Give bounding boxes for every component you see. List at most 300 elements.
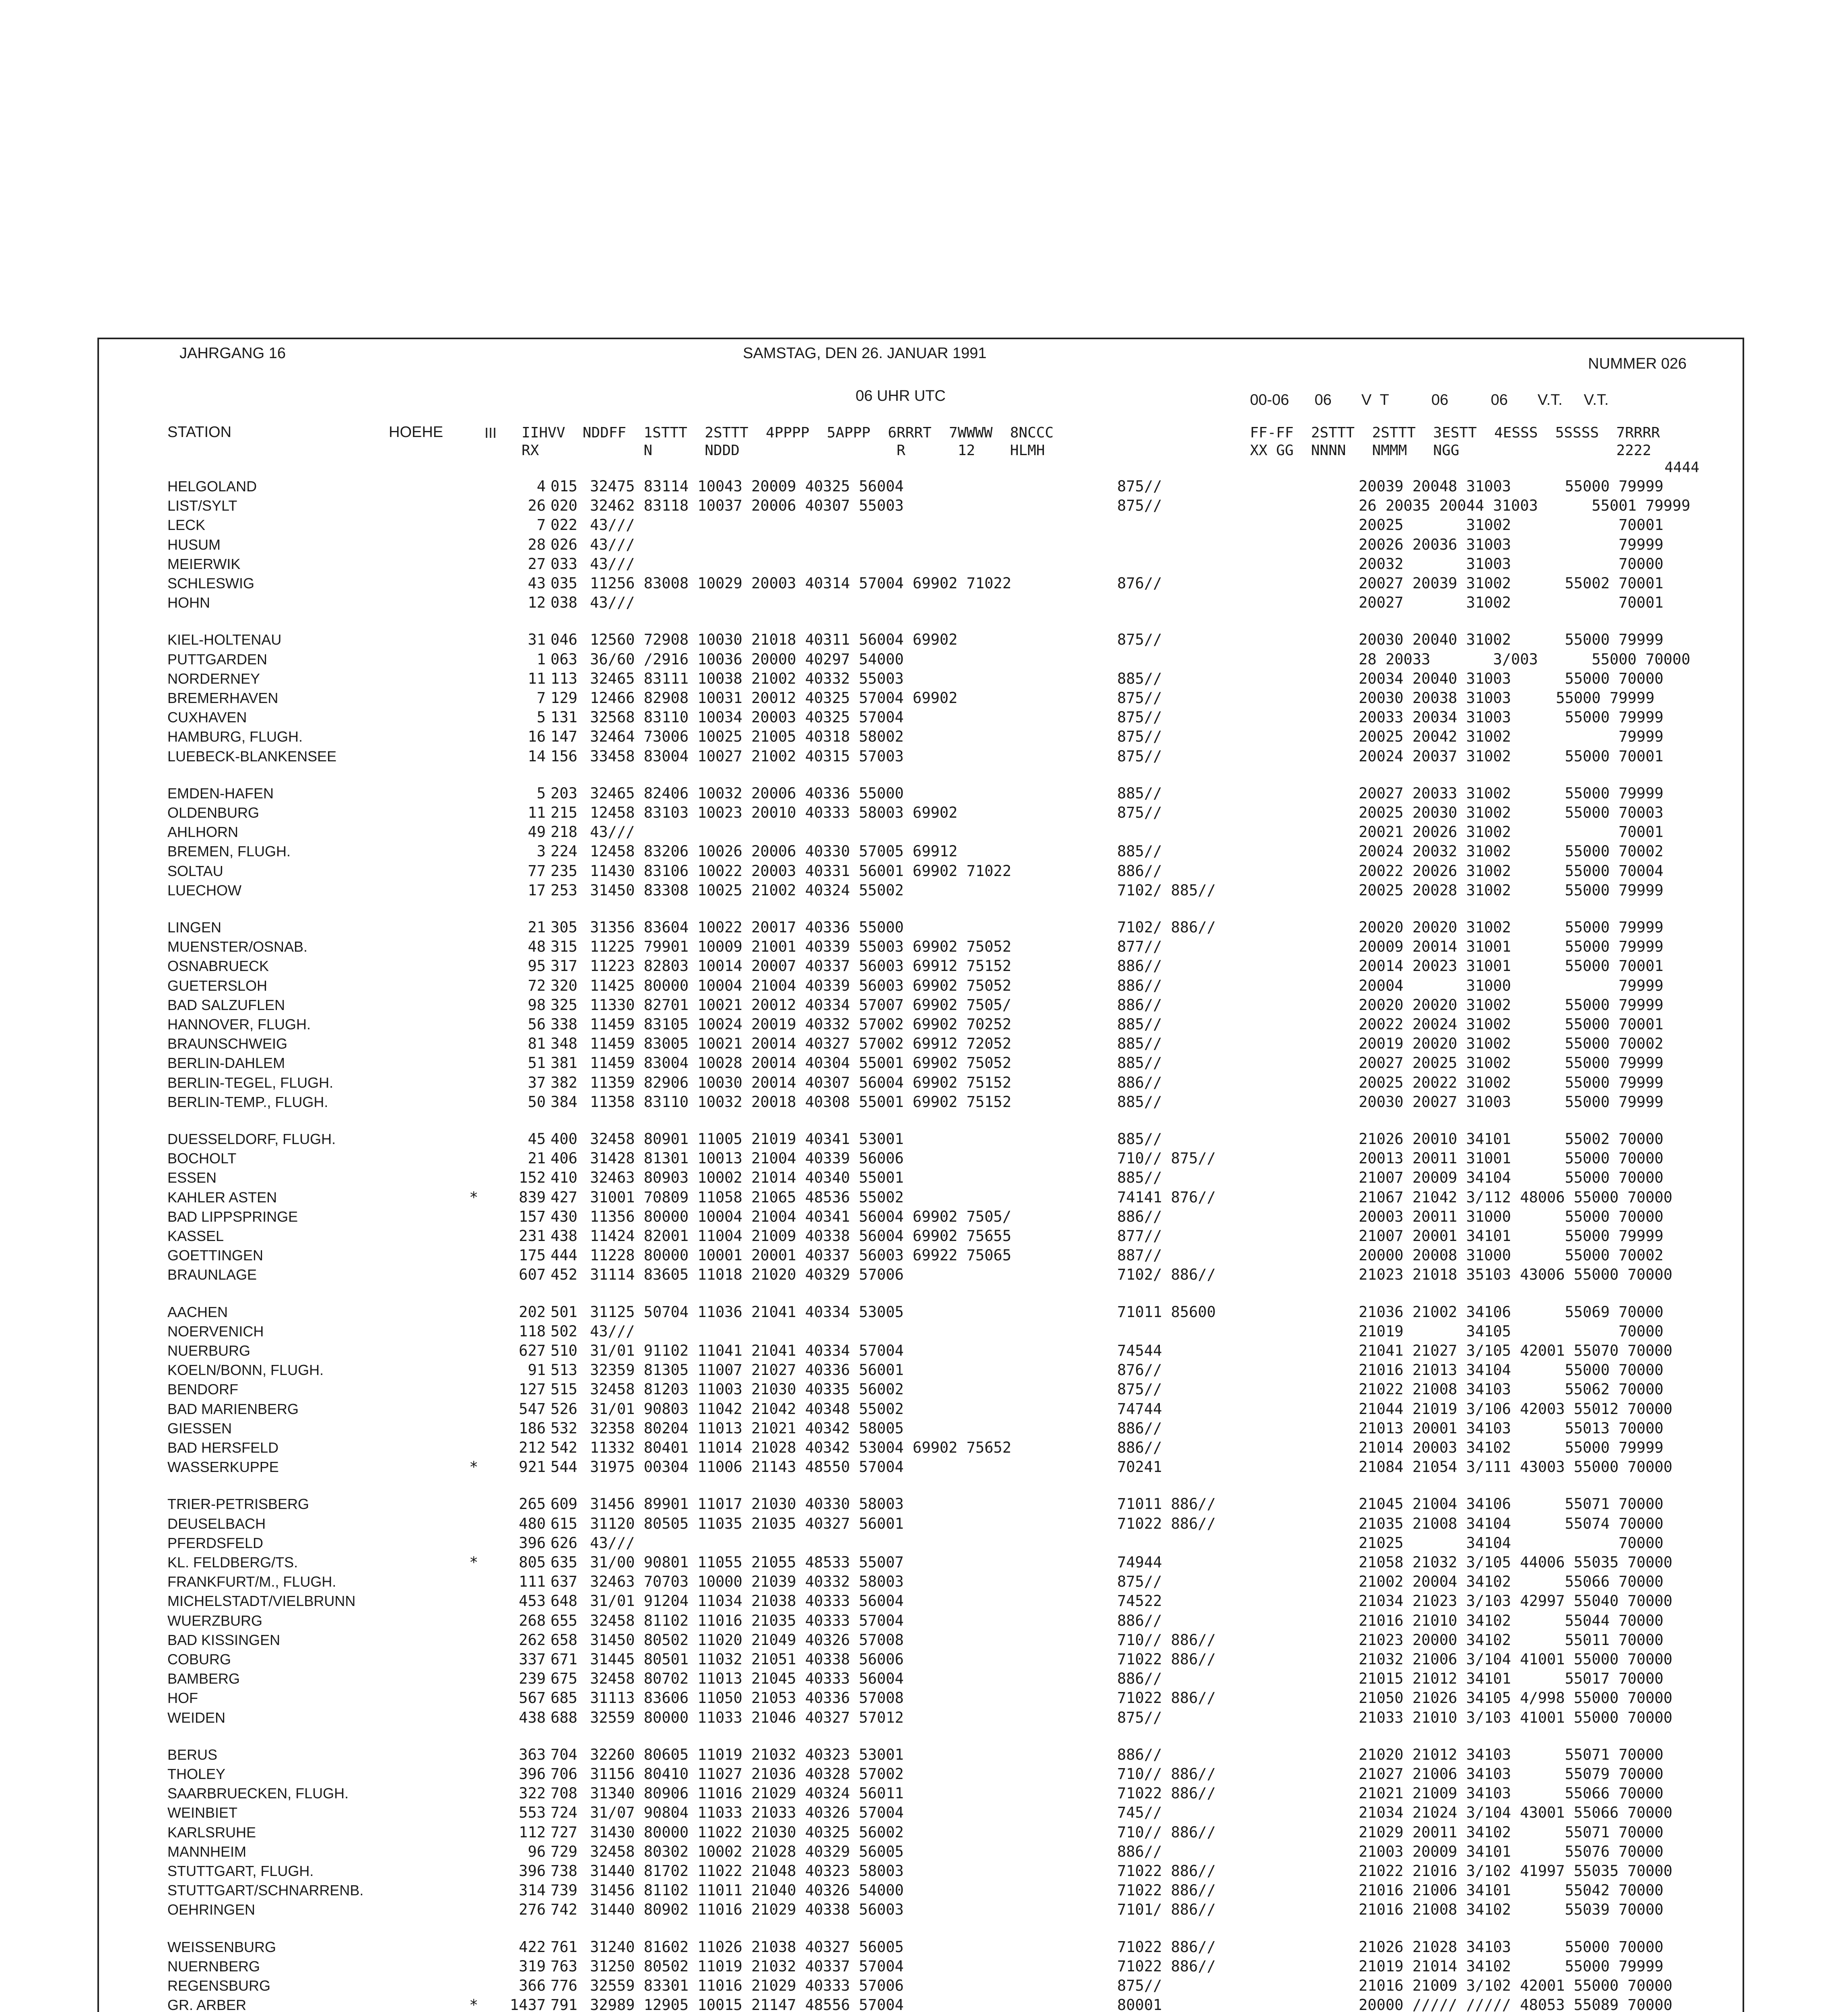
synop-extra-groups: 886// bbox=[1117, 1612, 1162, 1629]
station-height: 396 bbox=[519, 1862, 546, 1880]
station-row bbox=[99, 1958, 1746, 1975]
station-row bbox=[99, 1381, 1746, 1398]
station-name: PUTTGARDEN bbox=[167, 651, 268, 668]
station-row bbox=[99, 748, 1746, 765]
synop-main-groups: 31250 80502 11019 21032 40337 57004 bbox=[590, 1957, 904, 1975]
station-iii: 515 bbox=[551, 1381, 578, 1398]
station-height: 111 bbox=[519, 1573, 546, 1591]
station-iii: 501 bbox=[551, 1303, 578, 1321]
synop-right-groups: 21013 20001 34103 55013 70000 bbox=[1359, 1419, 1664, 1437]
station-height: 48 bbox=[528, 938, 546, 956]
station-row bbox=[99, 1401, 1746, 1418]
station-row bbox=[99, 1459, 1746, 1476]
synop-right-groups: 21019 34105 70000 bbox=[1359, 1322, 1664, 1340]
synop-extra-groups: 875// bbox=[1117, 689, 1162, 707]
station-iii: 015 bbox=[551, 478, 578, 495]
synop-right-groups: 28 20033 3/003 55000 70000 bbox=[1359, 650, 1691, 668]
station-row bbox=[99, 1843, 1746, 1860]
station-row bbox=[99, 1977, 1746, 1994]
synop-main-groups: 32458 81102 11016 21035 40333 57004 bbox=[590, 1612, 904, 1629]
synop-right-groups: 20027 20033 31002 55000 79999 bbox=[1359, 784, 1664, 802]
synop-main-groups: 32260 80605 11019 21032 40323 53001 bbox=[590, 1746, 904, 1763]
station-name: BAD SALZUFLEN bbox=[167, 996, 285, 1013]
right-period-headers: 00-06 06 V T 06 06 V.T. V.T. bbox=[1250, 392, 1609, 408]
station-iii: 742 bbox=[551, 1901, 578, 1919]
synop-right-groups: 20025 20042 31002 79999 bbox=[1359, 728, 1664, 746]
synop-main-groups: 31440 81702 11022 21048 40323 58003 bbox=[590, 1862, 904, 1880]
station-iii: 791 bbox=[551, 1996, 578, 2012]
station-height: 49 bbox=[528, 823, 546, 841]
station-height: 396 bbox=[519, 1765, 546, 1783]
synop-right-groups: 21002 20004 34102 55066 70000 bbox=[1359, 1573, 1664, 1591]
station-name: BAD LIPPSPRINGE bbox=[167, 1208, 298, 1225]
station-row bbox=[99, 1690, 1746, 1707]
synop-main-groups: 31440 80902 11016 21029 40338 56003 bbox=[590, 1901, 904, 1919]
station-name: GIESSEN bbox=[167, 1420, 232, 1437]
synop-main-groups: 11228 80000 10001 20001 40337 56003 69922 75065 bbox=[590, 1247, 1011, 1264]
station-name: WASSERKUPPE bbox=[167, 1459, 279, 1476]
station-iii: 203 bbox=[551, 784, 578, 802]
station-height: 45 bbox=[528, 1130, 546, 1148]
synop-right-groups: 20030 20040 31002 55000 79999 bbox=[1359, 631, 1664, 649]
station-iii: 305 bbox=[551, 919, 578, 936]
synop-extra-groups: 710// 886// bbox=[1117, 1631, 1216, 1649]
station-row bbox=[99, 919, 1746, 936]
synop-extra-groups: 71022 886// bbox=[1117, 1515, 1216, 1532]
station-height: 186 bbox=[519, 1419, 546, 1437]
synop-extra-groups: 74944 bbox=[1117, 1554, 1162, 1571]
station-name: MEIERWIK bbox=[167, 555, 241, 572]
station-height: 231 bbox=[519, 1227, 546, 1245]
synop-main-groups: 43/// bbox=[590, 823, 635, 841]
col-codes-2: RX N NDDD R 12 HLMH bbox=[522, 442, 1045, 459]
synop-main-groups: 32559 83301 11016 21029 40333 57006 bbox=[590, 1977, 904, 1994]
synop-main-groups: 43/// bbox=[590, 516, 635, 534]
station-height: 5 bbox=[536, 709, 546, 726]
synop-extra-groups: 885// bbox=[1117, 1035, 1162, 1053]
station-height: 175 bbox=[519, 1247, 546, 1264]
synop-right-groups: 21035 21008 34104 55074 70000 bbox=[1359, 1515, 1664, 1532]
synop-right-groups: 21044 21019 3/106 42003 55012 70000 bbox=[1359, 1400, 1673, 1418]
station-name: BERLIN-TEGEL, FLUGH. bbox=[167, 1074, 334, 1091]
synop-main-groups: 31/01 90803 11042 21042 40348 55002 bbox=[590, 1400, 904, 1418]
station-name: BENDORF bbox=[167, 1381, 239, 1398]
station-height: 11 bbox=[528, 670, 546, 687]
synop-main-groups: 31240 81602 11026 21038 40327 56005 bbox=[590, 1938, 904, 1956]
synop-right-groups: 21016 21008 34102 55039 70000 bbox=[1359, 1901, 1664, 1919]
synop-extra-groups: 710// 875// bbox=[1117, 1150, 1216, 1167]
synop-main-groups: 12466 82908 10031 20012 40325 57004 69902 bbox=[590, 689, 958, 707]
synop-main-groups: 43/// bbox=[590, 555, 635, 573]
station-iii: 708 bbox=[551, 1785, 578, 1802]
col-iii: III bbox=[485, 425, 497, 441]
station-row bbox=[99, 575, 1746, 592]
synop-right-groups: 26 20035 20044 31003 55001 79999 bbox=[1359, 497, 1691, 515]
synop-main-groups: 31356 83604 10022 20017 40336 55000 bbox=[590, 919, 904, 936]
station-iii: 224 bbox=[551, 843, 578, 860]
station-iii: 317 bbox=[551, 957, 578, 975]
station-height: 265 bbox=[519, 1495, 546, 1513]
station-name: HOHN bbox=[167, 594, 210, 611]
synop-right-groups: 21045 21004 34106 55071 70000 bbox=[1359, 1495, 1664, 1513]
station-height: 7 bbox=[536, 516, 546, 534]
synop-main-groups: 32568 83110 10034 20003 40325 57004 bbox=[590, 709, 904, 726]
station-height: 1 bbox=[536, 650, 546, 668]
synop-main-groups: 32989 12905 10015 21147 48556 57004 bbox=[590, 1996, 904, 2012]
synop-extra-groups: 875// bbox=[1117, 804, 1162, 821]
station-iii: 035 bbox=[551, 575, 578, 592]
station-height: 26 bbox=[528, 497, 546, 515]
station-name: COBURG bbox=[167, 1651, 231, 1668]
station-row bbox=[99, 631, 1746, 648]
station-name: WUERZBURG bbox=[167, 1612, 262, 1629]
synop-extra-groups: 875// bbox=[1117, 728, 1162, 746]
station-height: 127 bbox=[519, 1381, 546, 1398]
synop-right-groups: 20030 20027 31003 55000 79999 bbox=[1359, 1093, 1664, 1111]
station-height: 16 bbox=[528, 728, 546, 746]
station-row bbox=[99, 1882, 1746, 1899]
synop-main-groups: 32464 73006 10025 21005 40318 58002 bbox=[590, 728, 904, 746]
station-name: OEHRINGEN bbox=[167, 1901, 256, 1918]
synop-main-groups: 31428 81301 10013 21004 40339 56006 bbox=[590, 1150, 904, 1167]
station-name: OLDENBURG bbox=[167, 804, 260, 821]
station-name: HOF bbox=[167, 1690, 198, 1707]
station-name: BAD MARIENBERG bbox=[167, 1400, 299, 1417]
station-height: 77 bbox=[528, 862, 546, 880]
station-iii: 033 bbox=[551, 555, 578, 573]
synop-main-groups: 32559 80000 11033 21046 40327 57012 bbox=[590, 1709, 904, 1726]
station-name: LUEBECK-BLANKENSEE bbox=[167, 748, 337, 765]
station-iii: 113 bbox=[551, 670, 578, 687]
station-iii: 063 bbox=[551, 650, 578, 668]
synop-extra-groups: 885// bbox=[1117, 843, 1162, 860]
station-height: 567 bbox=[519, 1689, 546, 1707]
station-name: THOLEY bbox=[167, 1766, 226, 1782]
station-row bbox=[99, 958, 1746, 975]
station-name: BRAUNLAGE bbox=[167, 1266, 257, 1283]
synop-main-groups: 32458 80702 11013 21045 40333 56004 bbox=[590, 1670, 904, 1688]
synop-right-groups: 21033 21010 3/103 41001 55000 70000 bbox=[1359, 1709, 1673, 1726]
synop-right-groups: 21036 21002 34106 55069 70000 bbox=[1359, 1303, 1664, 1321]
station-iii: 626 bbox=[551, 1534, 578, 1552]
station-row bbox=[99, 1189, 1746, 1206]
synop-extra-groups: 71022 886// bbox=[1117, 1882, 1216, 1899]
station-height: 4 bbox=[536, 478, 546, 495]
station-name: DUESSELDORF, FLUGH. bbox=[167, 1131, 336, 1147]
synop-right-groups: 21032 21006 3/104 41001 55000 70000 bbox=[1359, 1651, 1673, 1668]
station-height: 438 bbox=[519, 1709, 546, 1726]
synop-extra-groups: 886// bbox=[1117, 1419, 1162, 1437]
synop-right-groups: 20027 20039 31002 55002 70001 bbox=[1359, 575, 1664, 592]
synop-extra-groups: 875// bbox=[1117, 747, 1162, 765]
station-row bbox=[99, 938, 1746, 955]
station-row bbox=[99, 863, 1746, 880]
synop-right-groups: 21023 20000 34102 55011 70000 bbox=[1359, 1631, 1664, 1649]
synop-right-groups: 21016 21009 3/102 42001 55000 70000 bbox=[1359, 1977, 1673, 1994]
station-name: HAMBURG, FLUGH. bbox=[167, 728, 303, 745]
synop-right-groups: 21007 20001 34101 55000 79999 bbox=[1359, 1227, 1664, 1245]
synop-right-groups: 20022 20024 31002 55000 70001 bbox=[1359, 1016, 1664, 1033]
synop-main-groups: 11459 83005 10021 20014 40327 57002 69912 72052 bbox=[590, 1035, 1011, 1053]
station-name: MUENSTER/OSNAB. bbox=[167, 938, 308, 955]
synop-extra-groups: 7102/ 886// bbox=[1117, 919, 1216, 936]
station-name: TRIER-PETRISBERG bbox=[167, 1496, 309, 1513]
station-height: 50 bbox=[528, 1093, 546, 1111]
station-iii: 763 bbox=[551, 1957, 578, 1975]
synop-main-groups: 11425 80000 10004 21004 40339 56003 69902 75052 bbox=[590, 977, 1011, 994]
synop-main-groups: 31125 50704 11036 21041 40334 53005 bbox=[590, 1303, 904, 1321]
station-iii: 609 bbox=[551, 1495, 578, 1513]
synop-main-groups: 31456 89901 11017 21030 40330 58003 bbox=[590, 1495, 904, 1513]
synop-right-groups: 21016 21010 34102 55044 70000 bbox=[1359, 1612, 1664, 1629]
synop-right-groups: 21067 21042 3/112 48006 55000 70000 bbox=[1359, 1188, 1673, 1206]
station-row bbox=[99, 728, 1746, 745]
synop-right-groups: 20025 31002 70001 bbox=[1359, 516, 1664, 534]
date-label: SAMSTAG, DEN 26. JANUAR 1991 bbox=[743, 345, 987, 362]
station-row bbox=[99, 1746, 1746, 1763]
jahrgang-label: JAHRGANG 16 bbox=[179, 345, 286, 362]
station-height: 276 bbox=[519, 1901, 546, 1919]
col-hoehe: HOEHE bbox=[389, 424, 443, 441]
col-right-1: FF-FF 2STTT 2STTT 3ESTT 4ESSS 5SSSS 7RRRR bbox=[1250, 425, 1660, 441]
station-name: KAHLER ASTEN bbox=[167, 1189, 277, 1206]
station-name: KASSEL bbox=[167, 1228, 224, 1244]
station-height: 627 bbox=[519, 1342, 546, 1359]
synop-extra-groups: 885// bbox=[1117, 1169, 1162, 1187]
synop-right-groups: 20014 20023 31001 55000 70001 bbox=[1359, 957, 1664, 975]
synop-extra-groups: 7102/ 886// bbox=[1117, 1266, 1216, 1284]
station-name: BOCHOLT bbox=[167, 1150, 237, 1167]
synop-extra-groups: 71011 886// bbox=[1117, 1495, 1216, 1513]
mountain-marker: * bbox=[469, 1996, 479, 2012]
synop-right-groups: 21034 21023 3/103 42997 55040 70000 bbox=[1359, 1592, 1673, 1610]
synop-main-groups: 11330 82701 10021 20012 40334 57007 69902 7505/ bbox=[590, 996, 1011, 1014]
synop-extra-groups: 885// bbox=[1117, 1054, 1162, 1072]
station-height: 91 bbox=[528, 1361, 546, 1379]
synop-right-groups: 20020 20020 31002 55000 79999 bbox=[1359, 996, 1664, 1014]
station-row bbox=[99, 1766, 1746, 1783]
synop-extra-groups: 876// bbox=[1117, 575, 1162, 592]
synop-main-groups: 32465 83111 10038 21002 40332 55003 bbox=[590, 670, 904, 687]
col-station: STATION bbox=[167, 424, 232, 441]
col-right-2: XX GG NNNN NMMM NGG 2222 bbox=[1250, 442, 1651, 459]
station-height: 268 bbox=[519, 1612, 546, 1629]
station-row bbox=[99, 1362, 1746, 1379]
synop-main-groups: 32463 70703 10000 21039 40332 58003 bbox=[590, 1573, 904, 1591]
synop-right-groups: 20009 20014 31001 55000 79999 bbox=[1359, 938, 1664, 956]
station-iii: 129 bbox=[551, 689, 578, 707]
synop-extra-groups: 885// bbox=[1117, 1093, 1162, 1111]
station-iii: 235 bbox=[551, 862, 578, 880]
synop-main-groups: 32359 81305 11007 21027 40336 56001 bbox=[590, 1361, 904, 1379]
synop-main-groups: 36/60 /2916 10036 20000 40297 54000 bbox=[590, 650, 904, 668]
synop-right-groups: 21041 21027 3/105 42001 55070 70000 bbox=[1359, 1342, 1673, 1359]
station-name: DEUSELBACH bbox=[167, 1515, 266, 1532]
station-row bbox=[99, 1632, 1746, 1649]
synop-main-groups: 31975 00304 11006 21143 48550 57004 bbox=[590, 1458, 904, 1476]
station-iii: 688 bbox=[551, 1709, 578, 1726]
station-height: 607 bbox=[519, 1266, 546, 1284]
synop-right-groups: 21019 21014 34102 55000 79999 bbox=[1359, 1957, 1664, 1975]
station-name: NOERVENICH bbox=[167, 1323, 264, 1340]
station-height: 31 bbox=[528, 631, 546, 649]
synop-main-groups: 43/// bbox=[590, 1322, 635, 1340]
synop-extra-groups: 74141 876// bbox=[1117, 1188, 1216, 1206]
synop-right-groups: 21023 21018 35103 43006 55000 70000 bbox=[1359, 1266, 1673, 1284]
station-iii: 727 bbox=[551, 1823, 578, 1841]
station-height: 396 bbox=[519, 1534, 546, 1552]
col-right-3: 4444 bbox=[1664, 459, 1700, 476]
station-row bbox=[99, 1131, 1746, 1148]
station-name: PFERDSFELD bbox=[167, 1534, 264, 1551]
station-name: GUETERSLOH bbox=[167, 977, 268, 994]
synop-main-groups: 43/// bbox=[590, 594, 635, 612]
station-name: KOELN/BONN, FLUGH. bbox=[167, 1362, 324, 1379]
synop-main-groups: 31156 80410 11027 21036 40328 57002 bbox=[590, 1765, 904, 1783]
station-iii: 655 bbox=[551, 1612, 578, 1629]
station-iii: 381 bbox=[551, 1054, 578, 1072]
synop-right-groups: 20027 31002 70001 bbox=[1359, 594, 1664, 612]
station-height: 98 bbox=[528, 996, 546, 1014]
synop-extra-groups: 885// bbox=[1117, 670, 1162, 687]
synop-extra-groups: 74522 bbox=[1117, 1592, 1162, 1610]
synop-main-groups: 31450 80502 11020 21049 40326 57008 bbox=[590, 1631, 904, 1649]
synop-extra-groups: 70241 bbox=[1117, 1458, 1162, 1476]
station-row bbox=[99, 824, 1746, 841]
station-row bbox=[99, 1266, 1746, 1283]
station-row bbox=[99, 1939, 1746, 1956]
synop-main-groups: 32458 81203 11003 21030 40335 56002 bbox=[590, 1381, 904, 1398]
station-iii: 542 bbox=[551, 1439, 578, 1456]
station-row bbox=[99, 1074, 1746, 1091]
synop-right-groups: 20034 20040 31003 55000 70000 bbox=[1359, 670, 1664, 687]
synop-extra-groups: 80001 bbox=[1117, 1996, 1162, 2012]
synop-right-groups: 20000 20008 31000 55000 70002 bbox=[1359, 1247, 1664, 1264]
synop-main-groups: 31456 81102 11011 21040 40326 54000 bbox=[590, 1882, 904, 1899]
synop-main-groups: 31001 70809 11058 21065 48536 55002 bbox=[590, 1188, 904, 1206]
synop-extra-groups: 71022 886// bbox=[1117, 1862, 1216, 1880]
station-height: 839 bbox=[519, 1188, 546, 1206]
station-height: 112 bbox=[519, 1823, 546, 1841]
synop-main-groups: 31/00 90801 11055 21055 48533 55007 bbox=[590, 1554, 904, 1571]
station-iii: 438 bbox=[551, 1227, 578, 1245]
station-name: HELGOLAND bbox=[167, 478, 257, 495]
station-iii: 156 bbox=[551, 747, 578, 765]
synop-right-groups: 20021 20026 31002 70001 bbox=[1359, 823, 1664, 841]
synop-main-groups: 11459 83004 10028 20014 40304 55001 69902 75052 bbox=[590, 1054, 1011, 1072]
station-iii: 526 bbox=[551, 1400, 578, 1418]
station-height: 805 bbox=[519, 1554, 546, 1571]
synop-extra-groups: 886// bbox=[1117, 1074, 1162, 1091]
station-iii: 427 bbox=[551, 1188, 578, 1206]
station-height: 28 bbox=[528, 536, 546, 553]
synop-main-groups: 31445 80501 11032 21051 40338 56006 bbox=[590, 1651, 904, 1668]
station-name: WEIDEN bbox=[167, 1709, 225, 1726]
station-height: 37 bbox=[528, 1074, 546, 1091]
station-name: STUTTGART, FLUGH. bbox=[167, 1863, 314, 1879]
station-name: KIEL-HOLTENAU bbox=[167, 631, 282, 648]
synop-extra-groups: 875// bbox=[1117, 1381, 1162, 1398]
station-row bbox=[99, 1228, 1746, 1245]
station-name: GR. ARBER bbox=[167, 1997, 247, 2012]
station-height: 51 bbox=[528, 1054, 546, 1072]
synop-right-groups: 21022 21008 34103 55062 70000 bbox=[1359, 1381, 1664, 1398]
station-iii: 532 bbox=[551, 1419, 578, 1437]
station-row bbox=[99, 1439, 1746, 1456]
synop-main-groups: 32475 83114 10043 20009 40325 56004 bbox=[590, 478, 904, 495]
station-row bbox=[99, 882, 1746, 899]
station-name: WEISSENBURG bbox=[167, 1938, 276, 1955]
station-row bbox=[99, 1651, 1746, 1668]
station-iii: 671 bbox=[551, 1651, 578, 1668]
mountain-marker: * bbox=[469, 1188, 479, 1206]
synop-main-groups: 32465 82406 10032 20006 40336 55000 bbox=[590, 784, 904, 802]
station-iii: 430 bbox=[551, 1208, 578, 1225]
synop-main-groups: 31120 80505 11035 21035 40327 56001 bbox=[590, 1515, 904, 1532]
synop-main-groups: 11459 83105 10024 20019 40332 57002 69902 70252 bbox=[590, 1016, 1011, 1033]
station-iii: 675 bbox=[551, 1670, 578, 1688]
station-row bbox=[99, 785, 1746, 802]
station-name: SOLTAU bbox=[167, 862, 223, 879]
station-row bbox=[99, 690, 1746, 707]
station-row bbox=[99, 651, 1746, 668]
station-iii: 615 bbox=[551, 1515, 578, 1532]
synop-right-groups: 21014 20003 34102 55000 79999 bbox=[1359, 1439, 1664, 1456]
synop-extra-groups: 886// bbox=[1117, 1746, 1162, 1763]
station-row bbox=[99, 1208, 1746, 1225]
station-row bbox=[99, 977, 1746, 994]
synop-extra-groups: 885// bbox=[1117, 784, 1162, 802]
synop-extra-groups: 875// bbox=[1117, 1977, 1162, 1994]
station-name: MICHELSTADT/VIELBRUNN bbox=[167, 1593, 356, 1610]
station-height: 453 bbox=[519, 1592, 546, 1610]
synop-main-groups: 31340 80906 11016 21029 40324 56011 bbox=[590, 1785, 904, 1802]
station-height: 314 bbox=[519, 1882, 546, 1899]
station-iii: 637 bbox=[551, 1573, 578, 1591]
synop-main-groups: 31113 83606 11050 21053 40336 57008 bbox=[590, 1689, 904, 1707]
station-row bbox=[99, 1247, 1746, 1264]
station-name: LECK bbox=[167, 517, 206, 534]
station-row bbox=[99, 1035, 1746, 1052]
bulletin-sheet bbox=[97, 338, 1744, 2012]
synop-extra-groups: 71022 886// bbox=[1117, 1938, 1216, 1956]
station-iii: 739 bbox=[551, 1882, 578, 1899]
station-iii: 022 bbox=[551, 516, 578, 534]
synop-extra-groups: 885// bbox=[1117, 1016, 1162, 1033]
station-height: 366 bbox=[519, 1977, 546, 1994]
synop-main-groups: 11358 83110 10032 20018 40308 55001 69902 75152 bbox=[590, 1093, 1011, 1111]
station-height: 14 bbox=[528, 747, 546, 765]
synop-extra-groups: 887// bbox=[1117, 1247, 1162, 1264]
station-row bbox=[99, 1554, 1746, 1571]
synop-extra-groups: 74744 bbox=[1117, 1400, 1162, 1418]
station-row bbox=[99, 478, 1746, 495]
station-height: 212 bbox=[519, 1439, 546, 1456]
station-name: BERUS bbox=[167, 1746, 218, 1763]
synop-main-groups: 12458 83103 10023 20010 40333 58003 69902 bbox=[590, 804, 958, 821]
station-name: BREMEN, FLUGH. bbox=[167, 843, 291, 860]
synop-main-groups: 32463 80903 10002 21014 40340 55001 bbox=[590, 1169, 904, 1187]
synop-right-groups: 20033 20034 31003 55000 79999 bbox=[1359, 709, 1664, 726]
station-name: ESSEN bbox=[167, 1169, 217, 1186]
station-name: AHLHORN bbox=[167, 824, 239, 841]
synop-extra-groups: 710// 886// bbox=[1117, 1765, 1216, 1783]
synop-main-groups: 12560 72908 10030 21018 40311 56004 69902 bbox=[590, 631, 958, 649]
station-name: WEINBIET bbox=[167, 1804, 238, 1821]
mountain-marker: * bbox=[469, 1554, 479, 1571]
synop-extra-groups: 71022 886// bbox=[1117, 1785, 1216, 1802]
synop-main-groups: 12458 83206 10026 20006 40330 57005 69912 bbox=[590, 843, 958, 860]
